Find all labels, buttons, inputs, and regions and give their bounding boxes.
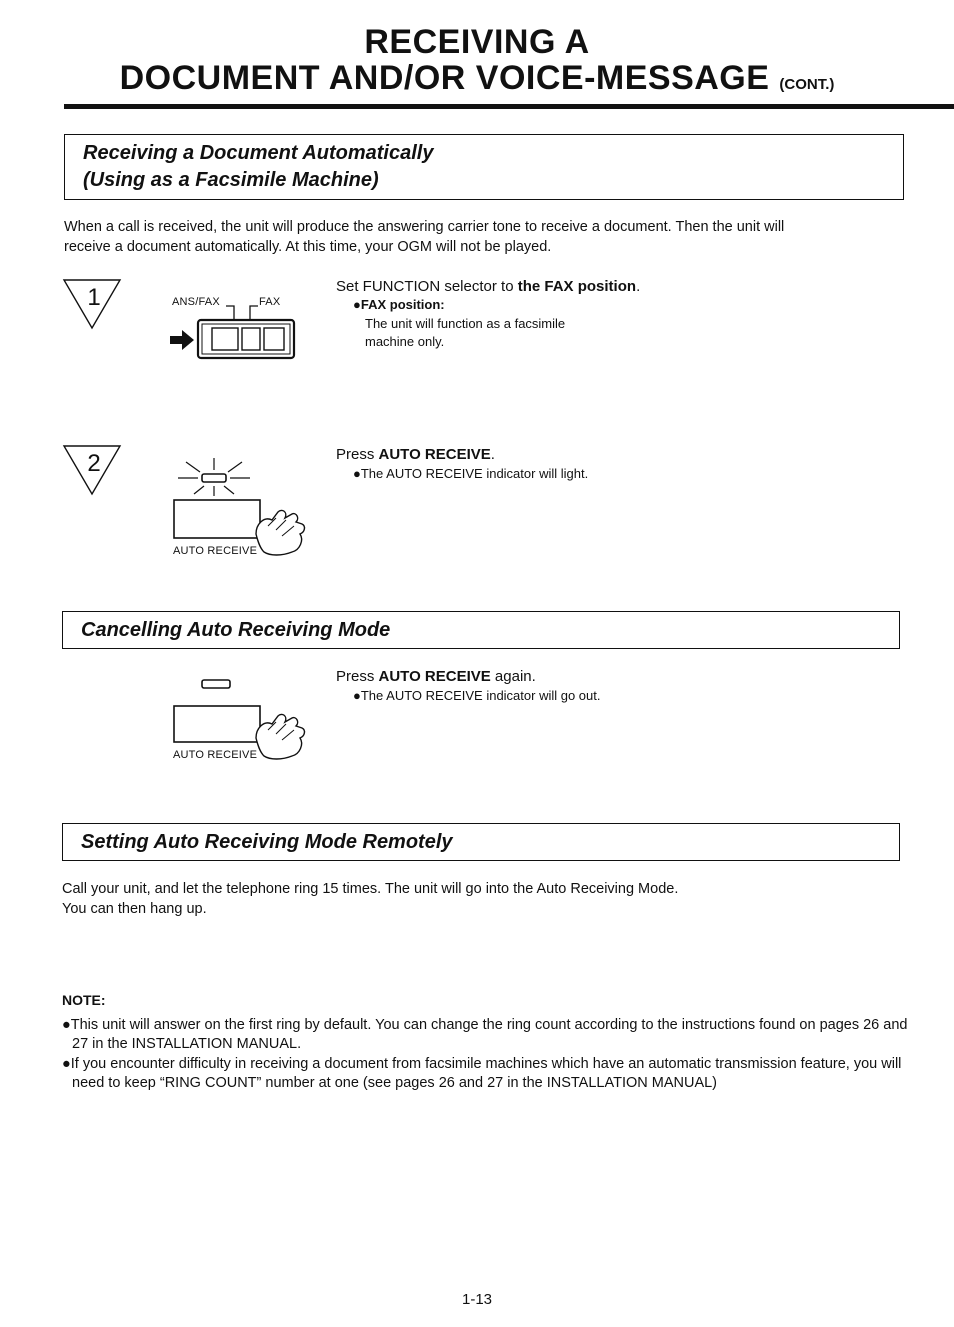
title-rule [64,104,954,109]
selector-label-ansfax: ANS/FAX [172,296,220,308]
note-item-2: ●If you encounter difficulty in receiving a document from facsimile machines which have an automatic transmission feature, you will need to keep “RING COUNT” number at one (see pages 26 and 27 in the INSTALLATION MANUAL) [62,1056,902,1091]
page-title-line2: DOCUMENT AND/OR VOICE-MESSAGE (CONT.) [119,59,835,97]
note-item-1: ●This unit will answer on the first ring by default. You can change the ring count according to the instructions found on pages 26 and 27 in the INSTALLATION MANUAL. [62,1017,908,1052]
section1-heading-box [64,134,904,200]
section1-heading-line1: Receiving a Document Automatically [83,142,434,164]
section1-heading-line2: (Using as a Facsimile Machine) [83,169,379,191]
section2-heading: Cancelling Auto Receiving Mode [81,619,391,641]
page-number: 1-13 [461,1291,493,1308]
step1-number: 1 [87,284,101,311]
section2-bullet: ●The AUTO RECEIVE indicator will go out. [353,688,601,703]
step1-sub-line1: The unit will function as a facsimile [365,316,566,331]
title-cont: (CONT.) [779,76,835,93]
step1-instruction: Set FUNCTION selector to the FAX position. [336,278,641,295]
section3-body: Call your unit, and let the telephone ring 15 times. The unit will go into the Auto Receiving Mode. You can then hang up. [62,881,679,917]
section3-heading: Setting Auto Receiving Mode Remotely [81,831,453,853]
auto-receive-label-step2: AUTO RECEIVE [173,545,258,557]
section2-instruction: Press AUTO RECEIVE again. [336,668,536,685]
step2-instruction: Press AUTO RECEIVE. [336,446,495,463]
step1-subheading: ●FAX position: [353,297,445,312]
section2-heading-box [62,611,900,649]
indicator-lit-icon [172,454,256,498]
selector-label-fax: FAX [259,296,281,308]
page-title-line1: RECEIVING A [364,23,590,61]
function-selector-switch[interactable] [168,298,300,362]
auto-receive-label-cancel: AUTO RECEIVE [173,749,258,761]
step2-bullet: ●The AUTO RECEIVE indicator will light. [353,466,589,481]
indicator-off-icon [198,676,234,692]
section1-intro: When a call is received, the unit will produce the answering carrier tone to receive a document. Then the unit will receive a document automatically. At this time, your OGM will not be played. [64,219,785,255]
step2-number: 2 [87,450,101,477]
step1-sub-line2: machine only. [365,334,445,349]
note-heading: NOTE: [62,992,106,1008]
section3-heading-box [62,823,900,861]
